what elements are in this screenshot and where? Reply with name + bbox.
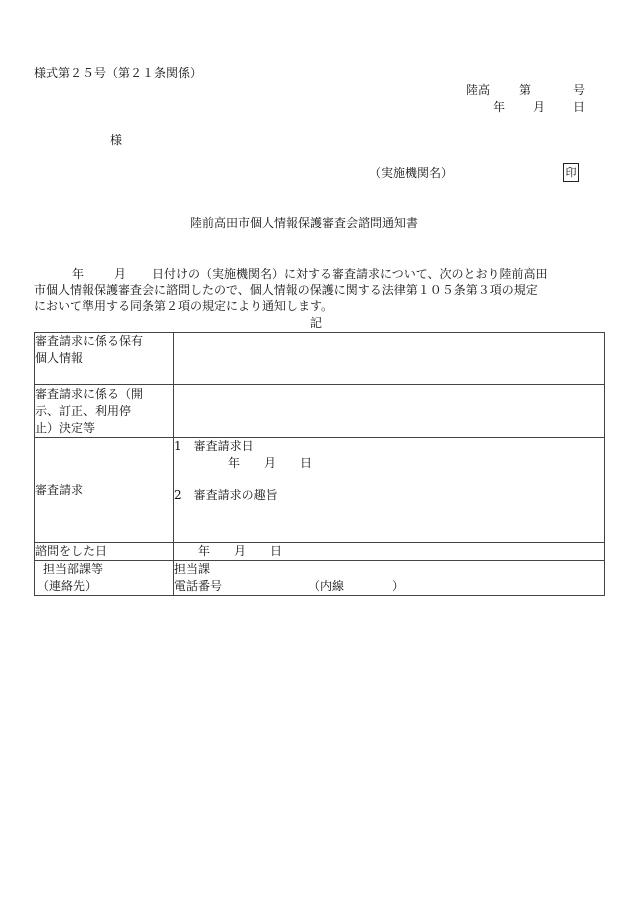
body-paragraph <box>34 266 604 314</box>
request-date: 年 月 日 <box>228 456 313 470</box>
recipient-sama: 様 <box>110 133 123 147</box>
row-label-request: 審査請求 <box>35 438 174 543</box>
body-line3: において準用する同条第２項の規定により通知します。 <box>34 299 334 313</box>
header-month: 月 <box>533 100 546 114</box>
ki-heading: 記 <box>310 316 323 330</box>
doc-number-prefix: 陸高 <box>466 83 491 97</box>
header-year: 年 <box>493 100 506 114</box>
inquiry-table <box>34 332 605 596</box>
table-row <box>35 385 605 438</box>
body-line2: 市個人情報保護審査会に諮問したので、個人情報の保護に関する法律第１０５条第３項の規定 <box>34 283 538 297</box>
seal-mark: 印 <box>563 163 579 182</box>
request-item-date-label: 1 審査請求日 <box>174 439 254 453</box>
row-value-personal-info <box>174 333 605 385</box>
row-label-contact: 担当部課等 （連絡先） <box>35 561 174 596</box>
table-row <box>35 438 605 543</box>
request-item-purpose-label: 2 審査請求の趣旨 <box>174 488 278 502</box>
row-label-inquiry-date: 諮問をした日 <box>35 543 174 561</box>
table-row <box>35 333 605 385</box>
row-value-decision <box>174 385 605 438</box>
extension-label: （内線 ） <box>308 579 405 593</box>
doc-number-go: 号 <box>573 83 586 97</box>
row-value-inquiry-date: 年 月 日 <box>174 543 605 561</box>
body-line1: 日付けの（実施機関名）に対する審査請求について、次のとおり陸前高田 <box>152 267 548 281</box>
contact-phone-line <box>174 578 604 595</box>
row-value-request <box>174 438 605 543</box>
doc-number-dai: 第 <box>519 83 532 97</box>
table-row <box>35 543 605 561</box>
phone-label: 電話番号 <box>174 579 223 593</box>
body-month: 月 <box>114 267 127 281</box>
row-value-contact <box>174 561 605 596</box>
agency-name: （実施機関名） <box>369 166 454 180</box>
row-label-decision: 審査請求に係る（開 示、訂正、利用停 止）決定等 <box>35 385 174 438</box>
header-day: 日 <box>573 100 586 114</box>
contact-section: 担当課 <box>174 562 211 576</box>
form-number: 様式第２５号（第２１条関係） <box>34 66 203 80</box>
row-label-personal-info: 審査請求に係る保有 個人情報 <box>35 333 174 385</box>
table-row <box>35 561 605 596</box>
document-title: 陸前高田市個人情報保護審査会諮問通知書 <box>190 216 419 230</box>
body-year: 年 <box>72 267 85 281</box>
